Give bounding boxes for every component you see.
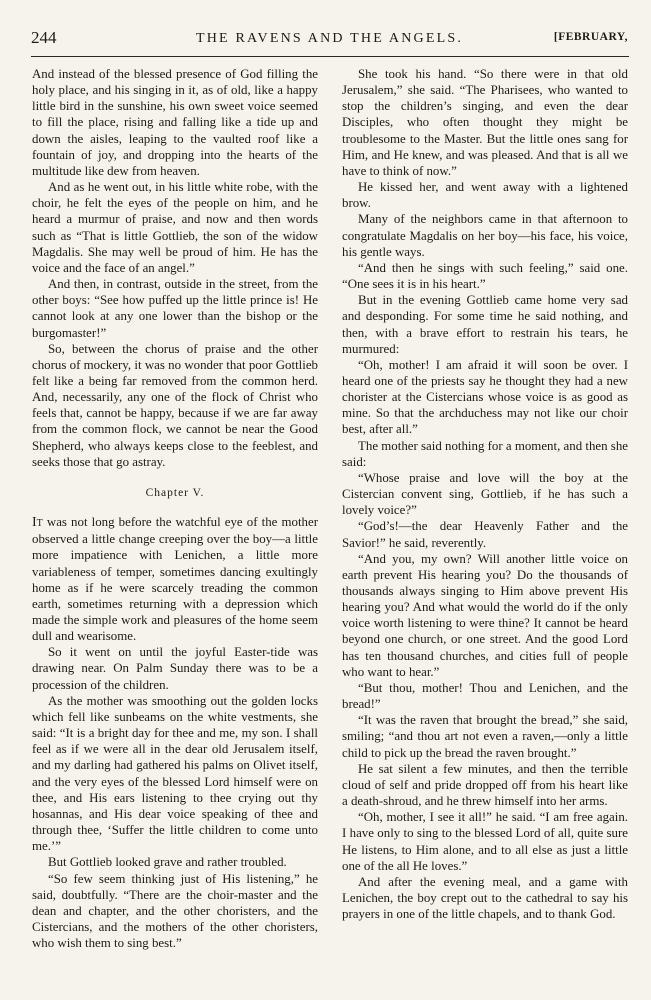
paragraph: So it went on until the joyful Easter-tide was drawing near. On Palm Sunday there was to be a procession of the children.: [32, 645, 318, 692]
paragraph: But Gottlieb looked grave and rather troubled.: [48, 855, 287, 870]
running-title: THE RAVENS AND THE ANGELS.: [195, 31, 464, 46]
paragraph: She took his hand. “So there were in that old Jerusalem,” she said. “The Pharisees, who wanted to stop the children’s singing, and even the dear Disciples, who often thought they might be troublesome to the Master. But the little ones sang for Him, and He knew, and was pleased. And that is all we have to think of now.”: [342, 67, 628, 178]
page-number: 244: [31, 28, 57, 47]
chapter-lead-word: It: [32, 515, 43, 531]
paragraph: “And then he sings with such feeling,” said one. “One sees it is in his heart.”: [342, 260, 628, 292]
paragraph: “Whose praise and love will the boy at the Cistercian convent sing, Gottlieb, if he has such a lovely voice?”: [342, 470, 628, 518]
paragraph: So, between the chorus of praise and the other chorus of mockery, it was no wonder that poor Gottlieb felt like a being far removed from the common herd. And, necessarily, any one of the flock of Christ who feels that, cannot be happy, because if we are far away from the common flock, we cannot be near the Good Shepherd, who always keeps close to the feeblest, and seeks those that go astray.: [32, 341, 318, 469]
left-column: [32, 66, 318, 951]
paragraph: And instead of the blessed presence of God filling the holy place, and his singing in it, as of old, like a happy little bird in the sunshine, his own sweet voice seemed to fill the place, rising and falling like a tide up and down the aisles, leaping to the vaulted roof like a fountain of joy, and dropping into the hearts of the multitude like dew from heaven.: [32, 67, 318, 178]
chapter-first-paragraph-text: was not long before the watchful eye of the mother observed a little change creeping over the boy—a little more impatience with Lenichen, a little more variableness of temper, sometimes dancing exultingly home as if he were scarcely treading the common earth, sometimes returning with a depression which made the simple work and pleasures of the home seem dull and wearisome.: [32, 515, 318, 644]
paragraph: And as he went out, in his little white robe, with the choir, he felt the eyes of the people on him, and he heard a murmur of praise, and now and then words such as “That is little Gottlieb, the son of the widow Magdalis. She may well be proud of him. He has the voice and the face of an angel.”: [32, 180, 318, 275]
paragraph: The mother said nothing for a moment, and then she said:: [342, 438, 628, 469]
paragraph: “So few seem thinking just of His listening,” he said, doubtfully. “There are the choir-master and the dean and chapter, and the other choristers, and the Cistercians, and the mothers of the other choristers, who wish them to sing best.”: [32, 871, 318, 951]
header-rule: [31, 56, 629, 57]
paragraph: “And you, my own? Will another little voice on earth prevent His hearing you? Do the thousands of thousands always singing to Him above prevent His hearing you? And what would the world do if the only voice worth listening to were thine? It cannot be heard beyond one church, or one street. And the good Lord has ten thousand churches, and cities full of people who want to hear.”: [342, 551, 628, 679]
paragraph: He kissed her, and went away with a lightened brow.: [342, 180, 628, 211]
month-label: [FEBRUARY,: [553, 31, 628, 43]
paragraph: And then, in contrast, outside in the street, from the other boys: “See how puffed up the little prince is! He cannot look at any one lower than the bishop or the burgomaster!”: [32, 277, 318, 340]
paragraph: Many of the neighbors came in that afternoon to congratulate Magdalis on her boy—his face, his voice, his gentle ways.: [342, 212, 628, 259]
paragraph: “Oh, mother! I am afraid it will soon be over. I heard one of the priests say he thought they had a new chorister at the Cistercians whose voice is as good as mine. So that the archduchess may not like our choir best, after all.”: [342, 357, 628, 437]
page-header: [31, 28, 628, 50]
chapter-first-paragraph: [32, 514, 318, 644]
paragraph: “But thou, mother! Thou and Lenichen, and the bread!”: [342, 680, 628, 712]
paragraph: And after the evening meal, and a game with Lenichen, the boy crept out to the cathedral to say his prayers in one of the little chapels, and to thank God.: [342, 874, 628, 922]
chapter-heading: Chapter V.: [145, 486, 205, 499]
paragraph: “God’s!—the dear Heavenly Father and the Savior!” he said, reverently.: [342, 519, 628, 550]
paragraph: “Oh, mother, I see it all!” he said. “I am free again. I have only to sing to the blessed Lord of all, quite sure He listens, to Him alone, and to all else as just a little one of the all He loves.”: [342, 810, 628, 873]
paragraph: But in the evening Gottlieb came home very sad and desponding. For some time he said nothing, and then, with a brave effort to restrain his tears, he murmured:: [342, 293, 628, 356]
paragraph: He sat silent a few minutes, and then the terrible cloud of self and pride dropped off from his heart like a death-shroud, and he threw himself into her arms.: [342, 761, 628, 809]
right-column: [342, 66, 628, 922]
paragraph: “It was the raven that brought the bread,” she said, smiling; “and thou art not even a raven,—only a little child to pick up the bread the raven brought.”: [342, 713, 628, 760]
paragraph: As the mother was smoothing out the golden locks which fell like sunbeams on the white vestments, she said: “It is a bright day for thee and me, my son. I shall feel as if we were all in the dear old Jerusalem itself, and my darling had gathered his palms on Olivet itself, and the very eyes of the blessed Lord himself were on thee, and His ears listening to thee crying out thy hosannas, and His dear voice speaking of thee and through thee, ‘Suffer the little children to come unto me.’”: [32, 693, 318, 854]
